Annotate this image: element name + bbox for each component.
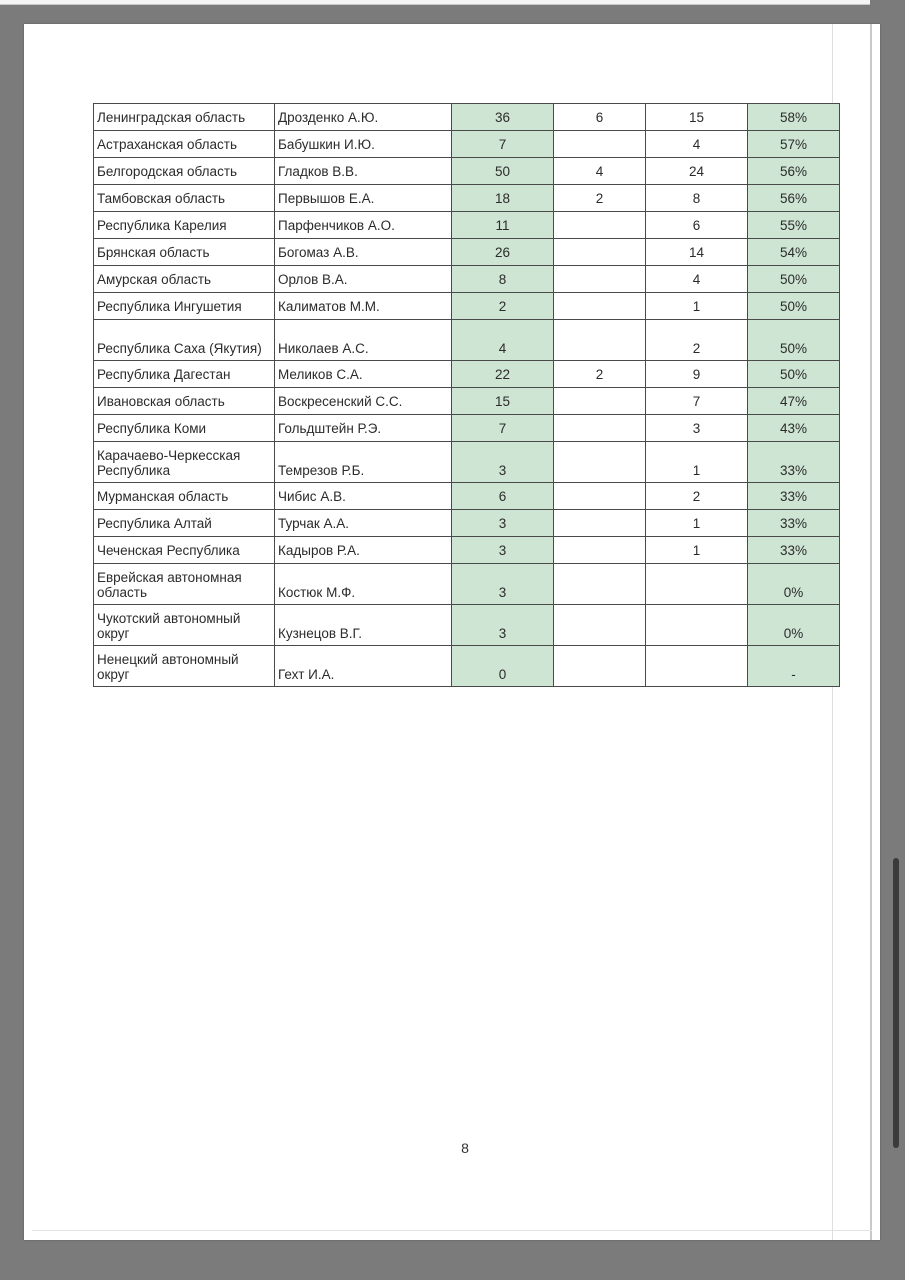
value-cell [554, 646, 646, 687]
document-page [24, 24, 880, 1240]
value-cell [554, 388, 646, 415]
table-row [94, 415, 840, 442]
percent-cell: 54% [748, 239, 840, 266]
governor-cell: Орлов В.А. [275, 266, 452, 293]
percent-cell: 0% [748, 605, 840, 646]
value-cell [554, 320, 646, 361]
percent-cell: 0% [748, 564, 840, 605]
value-cell: 2 [554, 361, 646, 388]
governor-cell: Калиматов М.М. [275, 293, 452, 320]
table-row [94, 388, 840, 415]
value-cell: 2 [646, 483, 748, 510]
region-cell: Мурманская область [94, 483, 275, 510]
table-row [94, 442, 840, 483]
value-cell: 15 [646, 104, 748, 131]
region-cell: Белгородская область [94, 158, 275, 185]
governors-table [93, 103, 840, 687]
region-cell: Республика Саха (Якутия) [94, 320, 275, 361]
table-row [94, 185, 840, 212]
value-cell [554, 442, 646, 483]
value-cell: 2 [646, 320, 748, 361]
value-cell-green: 3 [452, 564, 554, 605]
value-cell [646, 646, 748, 687]
table-row [94, 510, 840, 537]
table-row [94, 266, 840, 293]
value-cell-green: 6 [452, 483, 554, 510]
value-cell [554, 564, 646, 605]
percent-cell: 33% [748, 483, 840, 510]
region-cell: Республика Алтай [94, 510, 275, 537]
region-cell: Чукотский автономный округ [94, 605, 275, 646]
governor-cell: Гольдштейн Р.Э. [275, 415, 452, 442]
region-cell: Карачаево-Черкесская Республика [94, 442, 275, 483]
percent-cell: 47% [748, 388, 840, 415]
value-cell [554, 212, 646, 239]
value-cell [554, 537, 646, 564]
value-cell-green: 18 [452, 185, 554, 212]
region-cell: Республика Дагестан [94, 361, 275, 388]
table-row [94, 293, 840, 320]
value-cell-green: 3 [452, 537, 554, 564]
table-row [94, 646, 840, 687]
governor-cell: Меликов С.А. [275, 361, 452, 388]
value-cell-green: 26 [452, 239, 554, 266]
percent-cell: 58% [748, 104, 840, 131]
value-cell-green: 50 [452, 158, 554, 185]
value-cell: 3 [646, 415, 748, 442]
percent-cell: 50% [748, 266, 840, 293]
governor-cell: Николаев А.С. [275, 320, 452, 361]
value-cell [554, 510, 646, 537]
value-cell [554, 239, 646, 266]
governor-cell: Костюк М.Ф. [275, 564, 452, 605]
value-cell: 7 [646, 388, 748, 415]
governor-cell: Кузнецов В.Г. [275, 605, 452, 646]
value-cell: 1 [646, 442, 748, 483]
value-cell: 6 [646, 212, 748, 239]
region-cell: Тамбовская область [94, 185, 275, 212]
region-cell: Астраханская область [94, 131, 275, 158]
governor-cell: Дрозденко А.Ю. [275, 104, 452, 131]
table-row [94, 104, 840, 131]
table-row [94, 131, 840, 158]
value-cell [554, 131, 646, 158]
percent-cell: 33% [748, 537, 840, 564]
value-cell-green: 11 [452, 212, 554, 239]
table-row [94, 212, 840, 239]
percent-cell: 43% [748, 415, 840, 442]
percent-cell: 33% [748, 510, 840, 537]
value-cell: 4 [554, 158, 646, 185]
percent-cell: 50% [748, 361, 840, 388]
governor-cell: Чибис А.В. [275, 483, 452, 510]
table-row [94, 605, 840, 646]
value-cell-green: 3 [452, 442, 554, 483]
region-cell: Ленинградская область [94, 104, 275, 131]
value-cell: 2 [554, 185, 646, 212]
value-cell-green: 22 [452, 361, 554, 388]
value-cell-green: 15 [452, 388, 554, 415]
region-cell: Амурская область [94, 266, 275, 293]
value-cell-green: 0 [452, 646, 554, 687]
value-cell-green: 7 [452, 131, 554, 158]
percent-cell: 33% [748, 442, 840, 483]
percent-cell: 50% [748, 320, 840, 361]
value-cell-green: 4 [452, 320, 554, 361]
region-cell: Республика Ингушетия [94, 293, 275, 320]
value-cell-green: 36 [452, 104, 554, 131]
value-cell [646, 564, 748, 605]
value-cell [646, 605, 748, 646]
value-cell: 14 [646, 239, 748, 266]
governor-cell: Гехт И.А. [275, 646, 452, 687]
percent-cell: 50% [748, 293, 840, 320]
value-cell-green: 7 [452, 415, 554, 442]
value-cell: 4 [646, 131, 748, 158]
value-cell-green: 3 [452, 605, 554, 646]
value-cell [554, 415, 646, 442]
governor-cell: Первышов Е.А. [275, 185, 452, 212]
value-cell [554, 605, 646, 646]
region-cell: Республика Коми [94, 415, 275, 442]
region-cell: Еврейская автономная область [94, 564, 275, 605]
page-fold-edge [870, 24, 872, 1240]
percent-cell: 56% [748, 158, 840, 185]
value-cell: 1 [646, 293, 748, 320]
value-cell [554, 266, 646, 293]
governor-cell: Парфенчиков А.О. [275, 212, 452, 239]
value-cell: 6 [554, 104, 646, 131]
table-body [94, 104, 840, 687]
table-row [94, 239, 840, 266]
percent-cell: 56% [748, 185, 840, 212]
percent-cell: - [748, 646, 840, 687]
table-row [94, 537, 840, 564]
governor-cell: Кадыров Р.А. [275, 537, 452, 564]
region-cell: Ненецкий автономный округ [94, 646, 275, 687]
governor-cell: Темрезов Р.Б. [275, 442, 452, 483]
table-row [94, 320, 840, 361]
region-cell: Республика Карелия [94, 212, 275, 239]
governor-cell: Богомаз А.В. [275, 239, 452, 266]
value-cell: 4 [646, 266, 748, 293]
page-bottom-line [32, 1230, 872, 1231]
value-cell: 1 [646, 537, 748, 564]
region-cell: Брянская область [94, 239, 275, 266]
table-row [94, 158, 840, 185]
percent-cell: 57% [748, 131, 840, 158]
value-cell-green: 8 [452, 266, 554, 293]
governor-cell: Турчак А.А. [275, 510, 452, 537]
value-cell: 24 [646, 158, 748, 185]
value-cell [554, 483, 646, 510]
region-cell: Ивановская область [94, 388, 275, 415]
percent-cell: 55% [748, 212, 840, 239]
value-cell-green: 2 [452, 293, 554, 320]
value-cell-green: 3 [452, 510, 554, 537]
table-row [94, 564, 840, 605]
value-cell [554, 293, 646, 320]
table-row [94, 483, 840, 510]
value-cell: 9 [646, 361, 748, 388]
governor-cell: Воскресенский С.С. [275, 388, 452, 415]
governor-cell: Бабушкин И.Ю. [275, 131, 452, 158]
page-number: 8 [461, 1140, 469, 1156]
previous-page-edge [0, 0, 870, 5]
region-cell: Чеченская Республика [94, 537, 275, 564]
vertical-scrollbar[interactable] [893, 858, 899, 1148]
table-row [94, 361, 840, 388]
value-cell: 1 [646, 510, 748, 537]
value-cell: 8 [646, 185, 748, 212]
governor-cell: Гладков В.В. [275, 158, 452, 185]
